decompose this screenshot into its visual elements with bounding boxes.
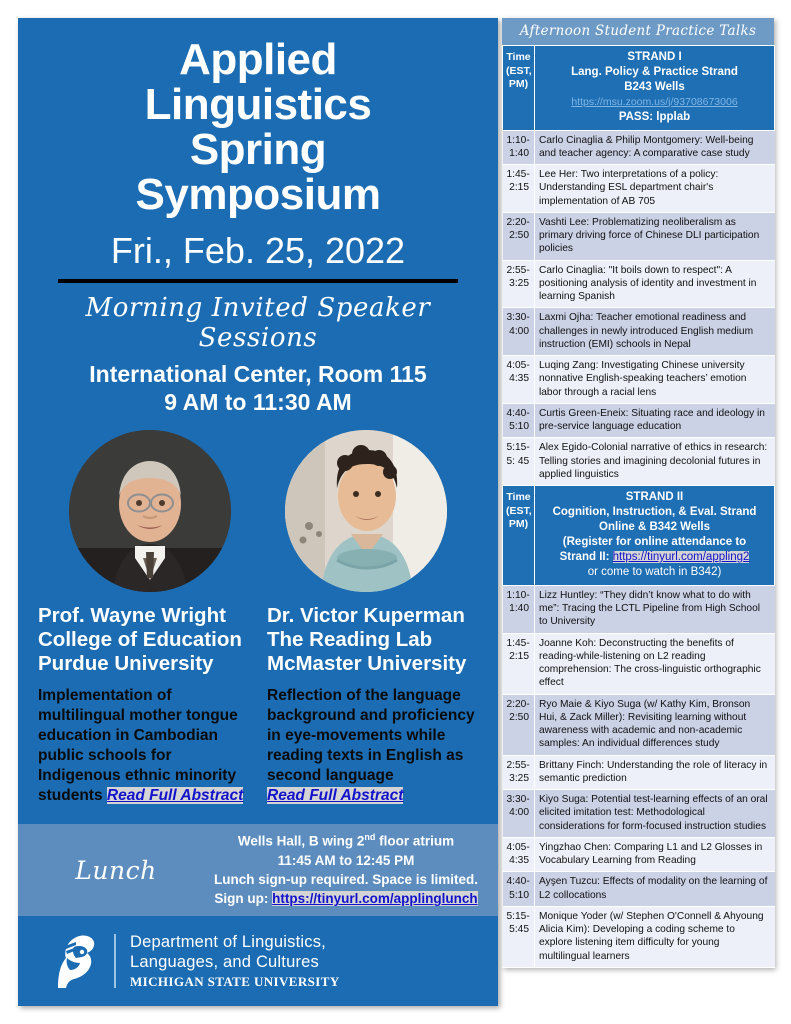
table-row bbox=[503, 872, 775, 907]
talk-time-start: 1:10- bbox=[506, 589, 530, 601]
strand-2-info bbox=[535, 486, 775, 586]
speaker-1-abstract-block bbox=[38, 686, 249, 807]
talk-time-start: 3:30- bbox=[506, 312, 530, 324]
talk-time bbox=[503, 906, 535, 967]
lunch-location-a: Wells Hall, B wing 2 bbox=[237, 833, 365, 849]
table-row bbox=[503, 585, 775, 633]
main-blue-section bbox=[18, 18, 498, 824]
strand-1-subtitle: Lang. Policy & Practice Strand bbox=[571, 65, 738, 78]
title-line-3: Spring bbox=[189, 124, 327, 174]
talk-title: Yingzhao Chen: Comparing L1 and L2 Glosses in Vocabulary Learning from Reading bbox=[535, 837, 775, 872]
speaker-photos bbox=[32, 430, 484, 592]
talk-title: Joanne Koh: Deconstructing the benefits of reading-while-listening on L2 reading comprehension: The cross-linguistic orthographic effect bbox=[535, 633, 775, 694]
title-line-4: Symposium bbox=[135, 169, 381, 219]
lunch-section bbox=[18, 824, 498, 916]
speaker-2-read-abstract-link[interactable]: Read Full Abstract bbox=[267, 787, 404, 805]
msu-footer bbox=[18, 916, 498, 1006]
strand-2-title: STRAND II bbox=[625, 491, 684, 504]
talk-time bbox=[503, 790, 535, 838]
strand-2-subtitle: Cognition, Instruction, & Eval. Strand bbox=[552, 506, 757, 519]
talk-title: Lizz Huntley: “They didn’t know what to do with me”: Tracing the LCTL Pipeline from High School to University bbox=[535, 585, 775, 633]
talk-title: Monique Yoder (w/ Stephen O'Connell & Ahyoung Alicia Kim): Developing a coding scheme to explore listening item difficulty for young multilingual learners bbox=[535, 906, 775, 967]
talk-title: Laxmi Ojha: Teacher emotional readiness and challenges in newly introduced English medium instruction (EMI) schools in Nepal bbox=[535, 308, 775, 356]
talk-time-start: 1:10- bbox=[506, 134, 530, 146]
talk-time-start: 5:15- bbox=[506, 910, 530, 922]
time-header-line-3: PM) bbox=[508, 78, 529, 91]
venue-room: International Center, Room 115 bbox=[89, 360, 427, 387]
lunch-location-b: floor atrium bbox=[375, 833, 455, 849]
strand-1-room: B243 Wells bbox=[624, 80, 685, 93]
footer-dept-line-2: Languages, and Cultures bbox=[130, 953, 319, 971]
lunch-signup-row bbox=[204, 889, 488, 908]
talk-time-end: 3:25 bbox=[509, 772, 529, 784]
divider-rule bbox=[58, 279, 458, 283]
talk-title: Ryo Maie & Kiyo Suga (w/ Kathy Kim, Bronson Hui, & Zack Miller): Revisiting learning without awareness with academic and non-academic samples: An individual differences study bbox=[535, 694, 775, 755]
talk-time-end: 2:15 bbox=[509, 182, 529, 194]
talk-time bbox=[503, 585, 535, 633]
speaker-2-affiliation-1: The Reading Lab bbox=[267, 628, 433, 652]
lunch-signup-prefix: Sign up: bbox=[214, 891, 273, 907]
table-row bbox=[503, 212, 775, 260]
strand-2-time-header bbox=[503, 486, 535, 586]
strand-2-room: Online & B342 Wells bbox=[599, 521, 710, 534]
talk-title: Carlo Cinaglia: "It boils down to respect": A positioning analysis of identity and investment in learning Spanish bbox=[535, 260, 775, 308]
talk-title: Curtis Green-Eneix: Situating race and ideology in pre-service language education bbox=[535, 403, 775, 438]
time-header-line-2: (EST, bbox=[506, 64, 532, 77]
poster-title bbox=[32, 35, 484, 219]
avatar-victor-kuperman bbox=[285, 430, 447, 592]
strand-2-register-line-3: or come to watch in B342) bbox=[587, 565, 722, 578]
title-line-1: Applied bbox=[179, 35, 337, 84]
lunch-location-sup: nd bbox=[364, 832, 376, 843]
talk-time-end: 4:35 bbox=[509, 855, 529, 867]
talk-time bbox=[503, 694, 535, 755]
talk-time-end: 3:25 bbox=[509, 277, 529, 289]
morning-sessions-heading: Morning Invited Speaker Sessions bbox=[85, 292, 431, 353]
table-row bbox=[503, 837, 775, 872]
strand-1-title: STRAND I bbox=[627, 51, 682, 63]
table-row bbox=[503, 308, 775, 356]
strand-1-pass: PASS: lpplab bbox=[618, 110, 691, 123]
lunch-location bbox=[204, 831, 488, 851]
talk-time bbox=[503, 872, 535, 907]
speaker-1-name: Prof. Wayne Wright bbox=[38, 603, 226, 627]
speaker-2-name-block bbox=[267, 604, 478, 677]
talk-time bbox=[503, 438, 535, 486]
talk-time-end: 4:00 bbox=[509, 807, 529, 819]
talk-time bbox=[503, 837, 535, 872]
talk-time-start: 3:30- bbox=[506, 794, 530, 806]
footer-text bbox=[130, 932, 340, 990]
time-header-line-1: Time bbox=[506, 51, 531, 63]
talk-time-end: 5:10 bbox=[509, 421, 529, 433]
talk-time bbox=[503, 755, 535, 790]
lunch-label: Lunch bbox=[75, 855, 157, 885]
speaker-column-1 bbox=[38, 604, 249, 806]
table-row bbox=[503, 260, 775, 308]
table-row bbox=[503, 165, 775, 213]
table-row bbox=[503, 790, 775, 838]
strand-2-header-row bbox=[503, 486, 775, 586]
talk-title: Carlo Cinaglia & Philip Montgomery: Well-being and teacher agency: A comparative case study bbox=[535, 130, 775, 165]
speaker-1-affiliation-1: College of Education bbox=[38, 628, 242, 652]
strand-2-register-prefix: Strand II: bbox=[559, 550, 613, 563]
talk-time-end: 2:50 bbox=[509, 230, 529, 242]
talk-title: Ayşen Tuzcu: Effects of modality on the learning of L2 collocations bbox=[535, 872, 775, 907]
speaker-1-name-block bbox=[38, 604, 249, 677]
avatar-wayne-wright bbox=[69, 430, 231, 592]
speaker-1-read-abstract-link[interactable]: Read Full Abstract bbox=[106, 787, 244, 805]
afternoon-schedule-panel bbox=[502, 18, 774, 968]
speaker-column-2 bbox=[267, 604, 478, 806]
talk-time bbox=[503, 130, 535, 165]
title-line-2: Linguistics bbox=[144, 79, 372, 129]
talk-time bbox=[503, 260, 535, 308]
talk-title: Alex Egido-Colonial narrative of ethics in research: Telling stories and imagining decolonial futures in applied linguistics bbox=[535, 438, 775, 486]
speaker-1-affiliation-2: Purdue University bbox=[38, 652, 214, 676]
talk-time-start: 2:20- bbox=[506, 216, 530, 228]
table-row bbox=[503, 694, 775, 755]
talk-time-end: 1:40 bbox=[509, 147, 529, 159]
speaker-1-abstract: Implementation of multilingual mother tongue education in Cambodian public schools for Indigenous ethnic minority students bbox=[38, 686, 238, 805]
venue-time: 9 AM to 11:30 AM bbox=[164, 388, 352, 415]
talk-time-start: 1:45- bbox=[506, 637, 530, 649]
strand-1-zoom-link[interactable]: https://msu.zoom.us/j/93708673006 bbox=[571, 95, 738, 108]
talk-time bbox=[503, 403, 535, 438]
strand-2-register-line-1: (Register for online attendance to bbox=[562, 536, 747, 548]
strand-2-register-link[interactable]: https://tinyurl.com/appling2 bbox=[612, 550, 750, 563]
talk-title: Lee Her: Two interpretations of a policy: Understanding ESL department chair's implementation of AB 705 bbox=[535, 165, 775, 213]
talk-time-end: 5:10 bbox=[509, 889, 529, 901]
schedule-table bbox=[502, 45, 775, 968]
afternoon-banner: Afternoon Student Practice Talks bbox=[502, 18, 774, 45]
talk-title: Luqing Zang: Investigating Chinese university nonnative English-speaking teachers’ emotion labor through a racial lens bbox=[535, 356, 775, 404]
talk-title: Kiyo Suga: Potential test-learning effects of an oral elicited imitation test: Methodological considerations for form-focused instruction studies bbox=[535, 790, 775, 838]
strand-1-info bbox=[535, 46, 775, 131]
table-row bbox=[503, 755, 775, 790]
speaker-2-abstract-block bbox=[267, 686, 478, 807]
event-date: Fri., Feb. 25, 2022 bbox=[110, 229, 406, 271]
talk-time-end: 4:35 bbox=[509, 373, 529, 385]
lunch-signup-link[interactable]: https://tinyurl.com/applinglunch bbox=[272, 891, 478, 907]
time-header-line-2: (EST, bbox=[506, 504, 532, 517]
talk-time-start: 4:40- bbox=[506, 407, 530, 419]
speaker-info bbox=[32, 604, 484, 806]
table-row bbox=[503, 403, 775, 438]
talk-time-start: 5:15- bbox=[506, 442, 530, 454]
speaker-2-abstract: Reflection of the language background and proficiency in eye-movements while reading texts in English as second language bbox=[267, 686, 475, 785]
talk-time-start: 2:55- bbox=[506, 759, 530, 771]
table-row bbox=[503, 130, 775, 165]
talk-title: Vashti Lee: Problematizing neoliberalism as primary driving force of Chinese DLI participation policies bbox=[535, 212, 775, 260]
talk-time bbox=[503, 356, 535, 404]
talk-time bbox=[503, 633, 535, 694]
talk-time-start: 4:40- bbox=[506, 876, 530, 888]
lunch-details bbox=[204, 831, 488, 908]
talk-time-end: 4:00 bbox=[509, 325, 529, 337]
talk-time bbox=[503, 165, 535, 213]
speaker-2-name: Dr. Victor Kuperman bbox=[267, 603, 465, 627]
table-row bbox=[503, 438, 775, 486]
table-row bbox=[503, 356, 775, 404]
strand-1-header-row bbox=[503, 46, 775, 131]
footer-dept-line-1: Department of Linguistics, bbox=[130, 932, 326, 951]
title-block bbox=[32, 18, 484, 283]
talk-time bbox=[503, 212, 535, 260]
logo-divider bbox=[114, 934, 116, 988]
strand-2-register-row bbox=[538, 550, 771, 565]
talk-time-start: 4:05- bbox=[506, 841, 530, 853]
morning-venue bbox=[32, 360, 484, 416]
talk-time-end: 2:15 bbox=[509, 650, 529, 662]
time-header-line-1: Time bbox=[506, 491, 531, 504]
talk-time-end: 5:45 bbox=[509, 924, 529, 936]
talk-time-end: 2:50 bbox=[509, 711, 529, 723]
lunch-time: 11:45 AM to 12:45 PM bbox=[277, 853, 415, 869]
talk-time-start: 2:55- bbox=[506, 264, 530, 276]
talk-title: Brittany Finch: Understanding the role of literacy in semantic prediction bbox=[535, 755, 775, 790]
talk-time-end: 1:40 bbox=[509, 603, 529, 615]
left-panel bbox=[18, 18, 498, 1006]
lunch-signup-note: Lunch sign-up required. Space is limited. bbox=[213, 872, 479, 888]
talk-time-start: 4:05- bbox=[506, 360, 530, 372]
strand-1-time-header bbox=[503, 46, 535, 131]
talk-time-start: 2:20- bbox=[506, 698, 530, 710]
table-row bbox=[503, 633, 775, 694]
table-row bbox=[503, 906, 775, 967]
time-header-line-3: PM) bbox=[508, 518, 529, 531]
speaker-2-affiliation-2: McMaster University bbox=[267, 652, 467, 676]
talk-time-start: 1:45- bbox=[506, 169, 530, 181]
footer-university: MICHIGAN STATE UNIVERSITY bbox=[130, 974, 340, 990]
spartan-helmet-icon bbox=[52, 933, 98, 989]
talk-time-end: 5: 45 bbox=[506, 455, 530, 467]
talk-time bbox=[503, 308, 535, 356]
